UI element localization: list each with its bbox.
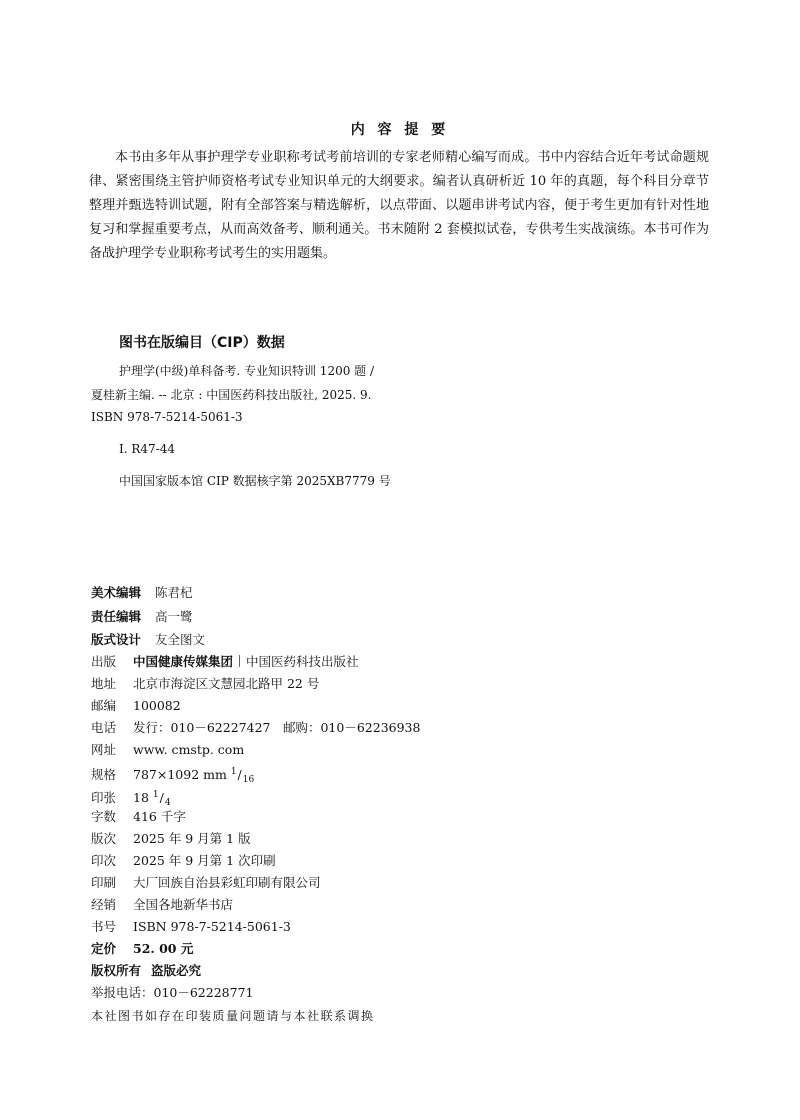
info-row-postcode: [91, 695, 420, 717]
sheets-denominator: 4: [164, 797, 171, 808]
staff-value: 高一鹭: [154, 608, 193, 624]
edition-value: 2025 年 9 月第 1 版: [133, 830, 251, 846]
address-value: 北京市海淀区文慧园北路甲 22 号: [133, 676, 320, 692]
cip-heading: 图书在版编目（CIP）数据: [119, 335, 285, 351]
staff-value: 陈君杞: [154, 585, 193, 600]
rights-label: 版权所有: [91, 963, 142, 979]
format-fraction-slash: /: [237, 767, 242, 783]
phone-label: 电话: [91, 720, 117, 736]
isbn-label: 书号: [91, 919, 117, 935]
publisher-name: 中国医药科技出版社: [246, 654, 359, 669]
website-label: 网址: [91, 742, 117, 758]
printing-value: 2025 年 9 月第 1 次印刷: [133, 852, 276, 868]
printer-label: 印刷: [91, 874, 117, 890]
info-row-publisher: [91, 651, 420, 673]
cip-line-title: 护理学(中级)单科备考. 专业知识特训 1200 题 /: [119, 364, 375, 378]
publisher-group: 中国健康传媒集团: [133, 654, 234, 669]
report-phone: 举报电话：010－62228771: [91, 985, 254, 1001]
info-row-website: [91, 739, 420, 761]
printer-value: 大厂回族自治县彩虹印刷有限公司: [133, 874, 321, 890]
summary-body: 本书由多年从事护理学专业职称考试考前培训的专家老师精心编写而成。书中内容结合近年考试命题规律、紧密围绕主管护师资格考试专业知识单元的大纲要求。编者认真研析近 10 年的真题，每个科目分章节整理并甄选特训试题，附有全部答案与精选解析，以点带面、以题串讲考试内容，便于考生更加有针对性地复习和掌握重要考点，从而高效备考、顺利通关。书末随附 2 套模拟试卷，专供考生实战演练。本书可作为备战护理学专业职称考试考生的实用题集。: [89, 150, 709, 261]
info-row-isbn: [91, 916, 420, 938]
format-numerator: 1: [230, 767, 237, 778]
info-row-rights: [91, 960, 420, 982]
staff-label: 版式设计: [91, 632, 142, 647]
sheets-whole: 18: [133, 789, 149, 805]
cip-line-isbn: ISBN 978-7-5214-5061-3: [91, 410, 243, 424]
isbn-value: ISBN 978-7-5214-5061-3: [133, 919, 291, 935]
info-row-edition: [91, 828, 420, 850]
words-value: 416 千字: [133, 808, 186, 824]
words-label: 字数: [91, 808, 117, 824]
publication-info: [91, 651, 420, 1027]
staff-label: 美术编辑: [91, 585, 142, 600]
distributor-value: 全国各地新华书店: [133, 897, 234, 913]
rights-value: 盗版必究: [151, 963, 202, 979]
publisher-label: 出版: [91, 654, 117, 669]
info-row-distributor: [91, 894, 420, 916]
staff-value: 友全图文: [154, 632, 205, 647]
format-value: 787×1092 mm: [133, 767, 227, 783]
info-row-words: [91, 806, 420, 828]
printing-label: 印次: [91, 852, 117, 868]
info-row-phone: [91, 717, 420, 739]
sheets-label: 印张: [91, 789, 117, 805]
format-label: 规格: [91, 767, 117, 783]
price-label: 定价: [91, 941, 117, 957]
price-value: 52. 00 元: [133, 941, 194, 957]
distributor-label: 经销: [91, 897, 117, 913]
info-row-printing: [91, 850, 420, 872]
sheets-numerator: 1: [152, 789, 159, 800]
staff-credits: [91, 581, 205, 652]
info-row-price: [91, 938, 420, 960]
postcode-value: 100082: [133, 698, 181, 714]
phone-value: 发行：010－62227427 邮购：010－62236938: [133, 720, 421, 736]
postcode-label: 邮编: [91, 698, 117, 714]
staff-row: [91, 581, 205, 605]
info-row-address: [91, 673, 420, 695]
cip-line-verification: 中国国家版本馆 CIP 数据核字第 2025XB7779 号: [119, 474, 391, 488]
cip-line-classification: Ⅰ. R47-44: [119, 442, 175, 456]
staff-row: [91, 605, 205, 629]
info-row-printer: [91, 872, 420, 894]
edition-label: 版次: [91, 830, 117, 846]
summary-title: 内 容 提 要: [350, 122, 450, 138]
publisher-divider: [239, 655, 240, 667]
info-row-sheets: [91, 784, 420, 806]
format-denominator: 16: [242, 775, 255, 786]
staff-row: [91, 628, 205, 652]
quality-notice: 本社图书如存在印装质量问题请与本社联系调换: [91, 1008, 375, 1023]
cip-line-publication: 夏桂新主编. -- 北京 : 中国医药科技出版社, 2025. 9.: [91, 388, 372, 402]
info-row-format: [91, 761, 420, 786]
sheets-fraction-slash: /: [159, 789, 164, 805]
website-value: www. cmstp. com: [133, 742, 245, 758]
address-label: 地址: [91, 676, 117, 692]
staff-label: 责任编辑: [91, 608, 142, 624]
